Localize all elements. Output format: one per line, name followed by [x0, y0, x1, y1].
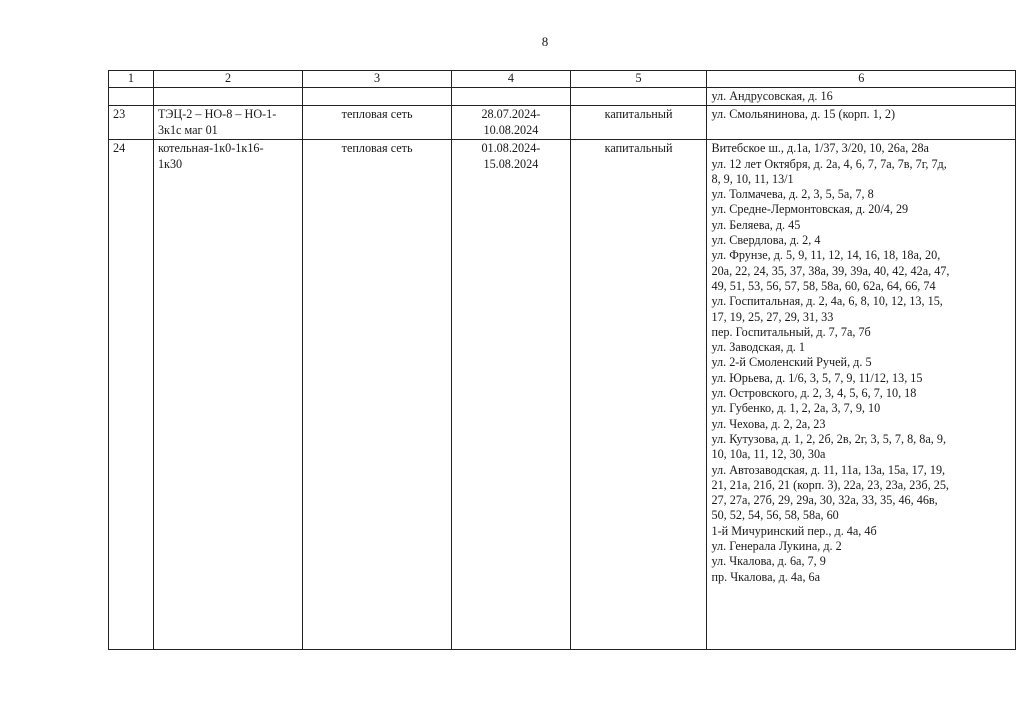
- object-name-line: ТЭЦ-2 – НО-8 – НО-1-: [157, 107, 277, 122]
- period-end: 10.08.2024: [483, 122, 539, 137]
- column-header: 1: [109, 71, 154, 88]
- table-cell: [153, 88, 302, 106]
- work-type: капитальный: [570, 140, 707, 650]
- address-line: 49, 51, 53, 56, 57, 58, 58а, 60, 62а, 64, 66, 74: [711, 278, 936, 293]
- network-type: тепловая сеть: [303, 140, 452, 650]
- addresses: [707, 140, 1016, 650]
- address-line: пр. Чкалова, д. 4а, 6а: [711, 569, 821, 584]
- address-line: ул. Чкалова, д. 6а, 7, 9: [711, 554, 826, 569]
- column-header: 6: [707, 71, 1016, 88]
- table-cell: [570, 88, 707, 106]
- address-line: 27, 27а, 27б, 29, 29а, 30, 32а, 33, 35, 46, 46в,: [711, 493, 938, 508]
- address-line: 8, 9, 10, 11, 13/1: [711, 171, 794, 186]
- address-line: ул. Смольянинова, д. 15 (корп. 1, 2): [711, 107, 896, 122]
- address-line: ул. Заводская, д. 1: [711, 340, 805, 355]
- period: [452, 140, 570, 650]
- address-line: ул. Свердлова, д. 2, 4: [711, 233, 821, 248]
- address-line: 17, 19, 25, 27, 29, 31, 33: [711, 309, 834, 324]
- address-line: 50, 52, 54, 56, 58, 58а, 60: [711, 508, 839, 523]
- period-end: 15.08.2024: [483, 156, 539, 171]
- object-name-line: 1к30: [157, 156, 183, 171]
- address-line: ул. Фрунзе, д. 5, 9, 11, 12, 14, 16, 18, 18а, 20,: [711, 248, 941, 263]
- address-line: ул. Средне-Лермонтовская, д. 20/4, 29: [711, 202, 909, 217]
- address-line: ул. Беляева, д. 45: [711, 217, 801, 232]
- object-name-line: 3к1с маг 01: [157, 122, 218, 137]
- table-cell: [303, 88, 452, 106]
- work-type: капитальный: [570, 106, 707, 140]
- address-line: ул. Чехова, д. 2, 2а, 23: [711, 416, 826, 431]
- address-line: ул. Губенко, д. 1, 2, 2а, 3, 7, 9, 10: [711, 401, 881, 416]
- address-line: 20а, 22, 24, 35, 37, 38а, 39, 39а, 40, 42, 42а, 47,: [711, 263, 950, 278]
- column-header: 5: [570, 71, 707, 88]
- object-name: [153, 106, 302, 140]
- object-name-line: котельная-1к0-1к16-: [157, 141, 264, 156]
- row-number: 23: [109, 106, 154, 140]
- network-type: тепловая сеть: [303, 106, 452, 140]
- address-line: ул. Госпитальная, д. 2, 4а, 6, 8, 10, 12, 13, 15,: [711, 294, 943, 309]
- address-line: ул. Островского, д. 2, 3, 4, 5, 6, 7, 10, 18: [711, 386, 917, 401]
- column-header: 4: [452, 71, 570, 88]
- address-line: ул. Генерала Лукина, д. 2: [711, 539, 842, 554]
- object-name: [153, 140, 302, 650]
- table-cell: [452, 88, 570, 106]
- address-line: 1-й Мичуринский пер., д. 4а, 4б: [711, 523, 877, 538]
- page-number: 8: [541, 34, 549, 49]
- address-line: ул. 2-й Смоленский Ручей, д. 5: [711, 355, 872, 370]
- address-line: Витебское ш., д.1а, 1/37, 3/20, 10, 26а, 28а: [711, 141, 929, 156]
- address-line: ул. Автозаводская, д. 11, 11а, 13а, 15а, 17, 19,: [711, 462, 946, 477]
- table-row: [109, 106, 1016, 140]
- address-line: ул. 12 лет Октября, д. 2а, 4, 6, 7, 7а, 7в, 7г, 7д,: [711, 156, 947, 171]
- column-header: 2: [153, 71, 302, 88]
- period-start: 28.07.2024-: [481, 107, 541, 122]
- address-line: пер. Госпитальный, д. 7, 7а, 7б: [711, 324, 871, 339]
- continuation-row: [109, 88, 1016, 106]
- outage-schedule-table: [108, 70, 1016, 650]
- header-row: [109, 71, 1016, 88]
- address-line: ул. Толмачева, д. 2, 3, 5, 5а, 7, 8: [711, 187, 874, 202]
- continuation-address: ул. Андрусовская, д. 16: [707, 88, 1016, 106]
- period-start: 01.08.2024-: [481, 141, 541, 156]
- table-cell: [109, 88, 154, 106]
- table-row: [109, 140, 1016, 650]
- address-line: 21, 21а, 21б, 21 (корп. 3), 22а, 23, 23а, 23б, 25,: [711, 477, 949, 492]
- row-number: 24: [109, 140, 154, 650]
- period: [452, 106, 570, 140]
- addresses: [707, 106, 1016, 140]
- column-header: 3: [303, 71, 452, 88]
- address-line: ул. Кутузова, д. 1, 2, 2б, 2в, 2г, 3, 5, 7, 8, 8а, 9,: [711, 431, 947, 446]
- address-line: ул. Юрьева, д. 1/6, 3, 5, 7, 9, 11/12, 13, 15: [711, 370, 923, 385]
- address-line: 10, 10а, 11, 12, 30, 30а: [711, 447, 826, 462]
